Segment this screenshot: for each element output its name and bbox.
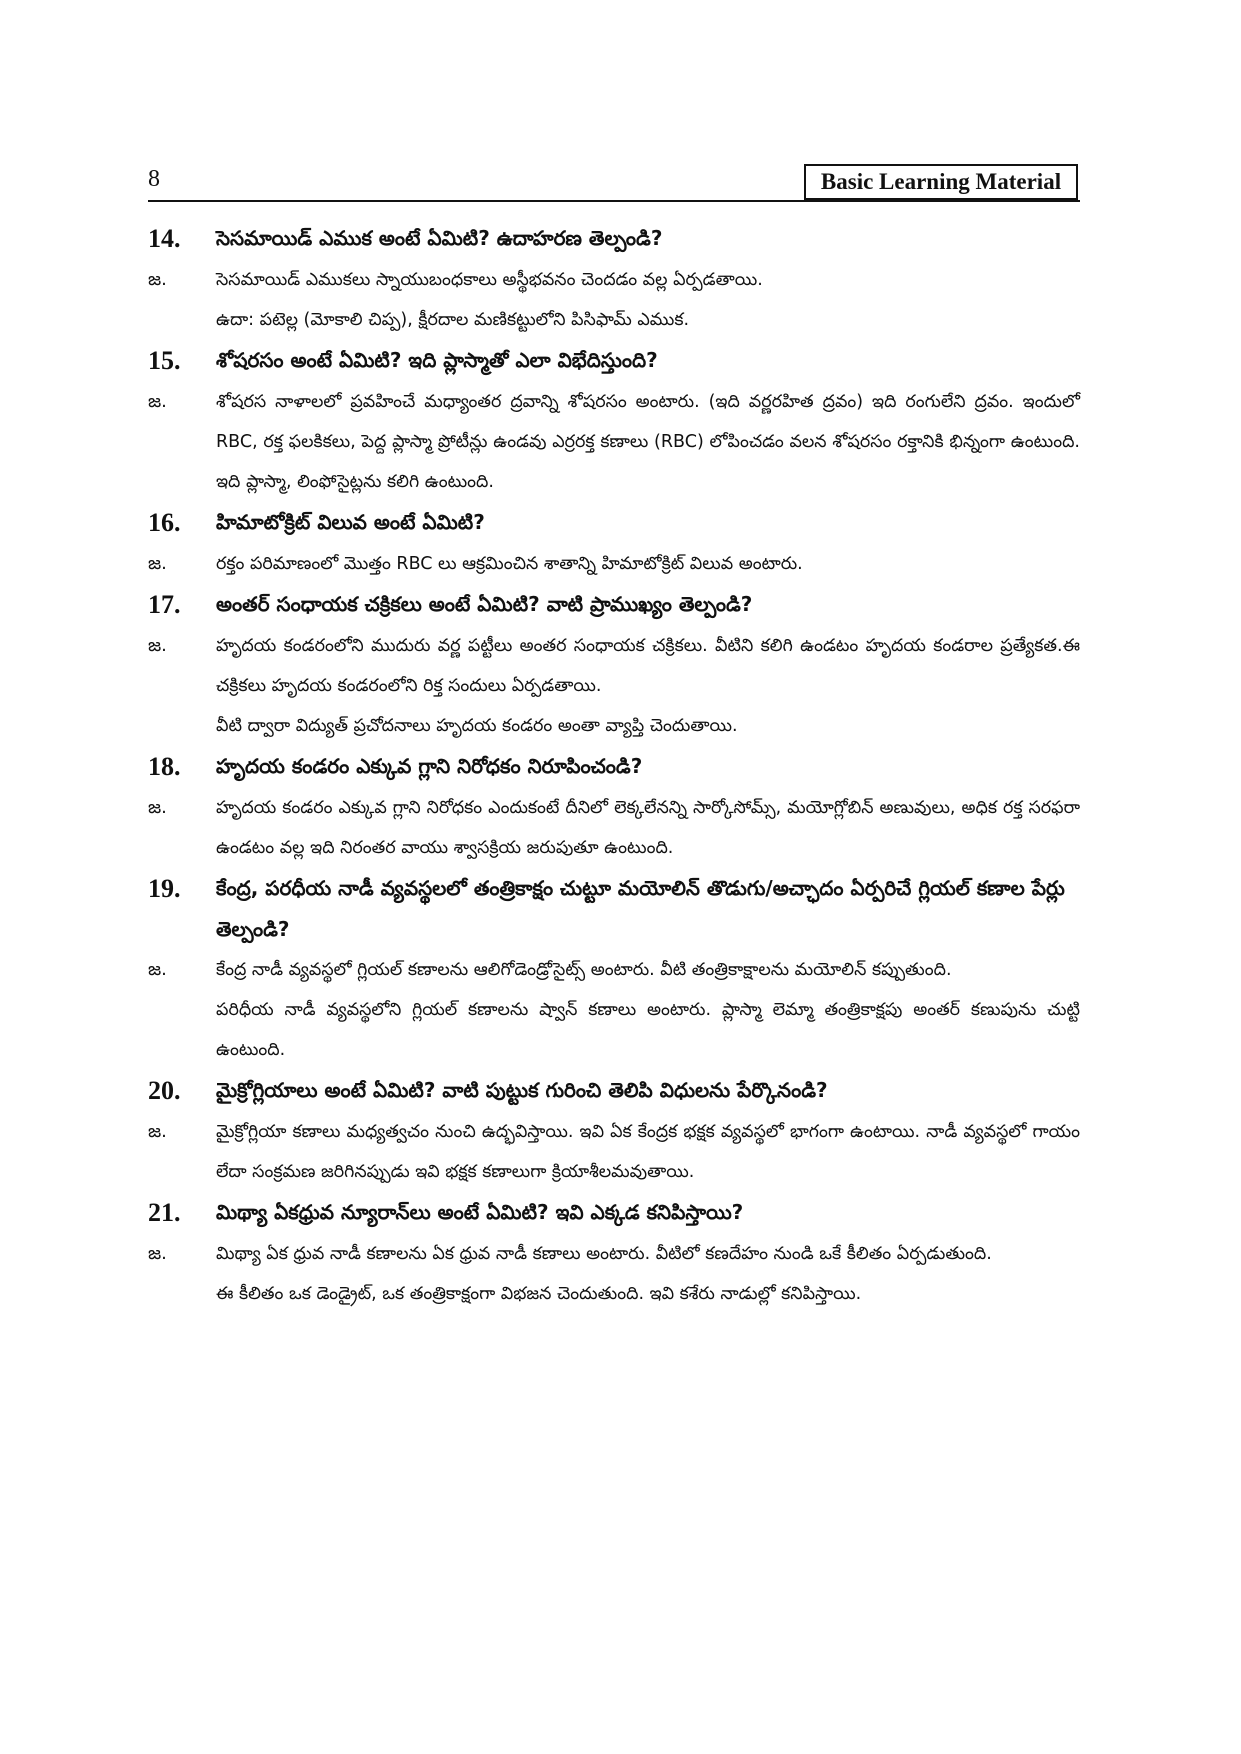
qa-item-19 bbox=[148, 868, 1080, 1070]
answer-body bbox=[216, 626, 1080, 746]
question-text: కేంద్ర, పరధీయ నాడీ వ్యవస్థలలో తంత్రికాక్షం చుట్టూ మయోలిన్ తొడుగు/అచ్ఛాదం ఏర్పరిచే గ్లియల్ కణాల పేర్లు తెల్పండి? bbox=[216, 876, 1065, 941]
answer-label: జ. bbox=[148, 391, 167, 412]
qa-item-18 bbox=[148, 746, 1080, 868]
answer-paragraph: మిథ్యా ఏక ధ్రువ నాడీ కణాలను ఏక ధ్రువ నాడీ కణాలు అంటారు. వీటిలో కణదేహం నుండి ఒకే కీలితం ఏర్పడుతుంది. bbox=[216, 1244, 992, 1264]
question-number: 17. bbox=[148, 590, 181, 619]
question-number: 19. bbox=[148, 874, 181, 903]
answer-label: జ. bbox=[148, 797, 167, 818]
answer-body bbox=[216, 260, 1080, 340]
answer-paragraph: హృదయ కండరం ఎక్కువ గ్లాని నిరోధకం ఎందుకంటే దీనిలో లెక్కలేనన్ని సార్కోసోమ్స్, మయోగ్లోబిన్ అణువులు, అధిక రక్త సరఫరా ఉండటం వల్ల ఇది నిరంతర వాయు శ్వాసక్రియ జరుపుతూ ఉంటుంది. bbox=[216, 798, 1080, 858]
book-title-box bbox=[804, 164, 1078, 200]
question-number: 20. bbox=[148, 1076, 181, 1105]
question-text: శోషరసం అంటే ఏమిటి? ఇది ప్లాస్మాతో ఎలా విభేదిస్తుంది? bbox=[216, 348, 658, 372]
answer-paragraph: పరిధీయ నాడీ వ్యవస్థలోని గ్లియల్ కణాలను ష్వాన్ కణాలు అంటారు. ప్లాస్మా లెమ్మా తంత్రికాక్షపు అంతర్ కణుపును చుట్టి ఉంటుంది. bbox=[216, 1000, 1080, 1060]
qa-list bbox=[148, 218, 1080, 1314]
question-row bbox=[148, 868, 1080, 950]
answer-body bbox=[216, 1112, 1080, 1192]
answer-paragraph: ఉదా: పటెల్ల (మోకాలి చిప్ప), క్షీరదాల మణికట్టులోని పిసిఫామ్ ఎముక. bbox=[216, 310, 690, 330]
question-text: హిమాటోక్రిట్ విలువ అంటే ఏమిటి? bbox=[216, 510, 485, 534]
question-text: సెసమాయిడ్ ఎముక అంటే ఏమిటి? ఉదాహరణ తెల్పండి? bbox=[216, 226, 663, 250]
qa-item-15 bbox=[148, 340, 1080, 502]
question-text: హృదయ కండరం ఎక్కువ గ్లాని నిరోధకం నిరూపించండి? bbox=[216, 754, 643, 778]
question-number: 16. bbox=[148, 508, 181, 537]
answer-row bbox=[148, 950, 1080, 1070]
page-number: 8 bbox=[148, 166, 160, 192]
question-row bbox=[148, 218, 1080, 260]
question-number: 15. bbox=[148, 346, 181, 375]
answer-label: జ. bbox=[148, 553, 167, 574]
question-text: అంతర్ సంధాయక చక్రికలు అంటే ఏమిటి? వాటి ప్రాముఖ్యం తెల్పండి? bbox=[216, 592, 753, 616]
answer-label: జ. bbox=[148, 269, 167, 290]
answer-row bbox=[148, 260, 1080, 340]
answer-body bbox=[216, 1234, 1080, 1314]
qa-item-21 bbox=[148, 1192, 1080, 1314]
answer-paragraph: రక్తం పరిమాణంలో మొత్తం RBC లు ఆక్రమించిన శాతాన్ని హిమాటోక్రిట్ విలువ అంటారు. bbox=[216, 554, 803, 574]
question-row bbox=[148, 502, 1080, 544]
answer-paragraph: సెసమాయిడ్ ఎముకలు స్నాయుబంధకాలు అస్థీభవనం చెందడం వల్ల ఏర్పడతాయి. bbox=[216, 270, 763, 290]
answer-body bbox=[216, 950, 1080, 1070]
answer-row bbox=[148, 382, 1080, 502]
question-row bbox=[148, 746, 1080, 788]
answer-paragraph: శోషరస నాళాలలో ప్రవహించే మధ్యాంతర ద్రవాన్ని శోషరసం అంటారు. (ఇది వర్ణరహిత ద్రవం) ఇది రంగులేని ద్రవం. ఇందులో RBC, రక్త ఫలకికలు, పెద్ద ప్లాస్మా ప్రోటీన్లు ఉండవు ఎర్రరక్త కణాలు (RBC) లోపించడం వలన శోషరసం రక్తానికి భిన్నంగా ఉంటుంది. ఇది ప్లాస్మా, లింఫోసైట్లను కలిగి ఉంటుంది. bbox=[216, 392, 1080, 492]
answer-row bbox=[148, 1234, 1080, 1314]
answer-paragraph: కేంద్ర నాడీ వ్యవస్థలో గ్లియల్ కణాలను ఆలిగోడెండ్రోసైట్స్ అంటారు. వీటి తంత్రికాక్షాలను మయోలిన్ కప్పుతుంది. bbox=[216, 960, 952, 980]
answer-label: జ. bbox=[148, 1243, 167, 1264]
answer-row bbox=[148, 626, 1080, 746]
answer-row bbox=[148, 544, 1080, 584]
question-row bbox=[148, 584, 1080, 626]
answer-paragraph: మైక్రోగ్లియా కణాలు మధ్యత్వచం నుంచి ఉద్భవిస్తాయి. ఇవి ఏక కేంద్రక భక్షక వ్యవస్థలో భాగంగా ఉంటాయి. నాడీ వ్యవస్థలో గాయం లేదా సంక్రమణ జరిగినప్పుడు ఇవి భక్షక కణాలుగా క్రియాశీలమవుతాయి. bbox=[216, 1122, 1080, 1182]
answer-body bbox=[216, 544, 1080, 584]
answer-row bbox=[148, 788, 1080, 868]
question-text: మైక్రోగ్లియాలు అంటే ఏమిటి? వాటి పుట్టుక గురించి తెలిపి విధులను పేర్కొనండి? bbox=[216, 1078, 828, 1102]
question-row bbox=[148, 1070, 1080, 1112]
book-title: Basic Learning Material bbox=[820, 169, 1062, 194]
question-row bbox=[148, 1192, 1080, 1234]
answer-label: జ. bbox=[148, 959, 167, 980]
answer-paragraph: హృదయ కండరంలోని ముదురు వర్ణ పట్టీలు అంతర సంధాయక చక్రికలు. వీటిని కలిగి ఉండటం హృదయ కండరాల ప్రత్యేకత.ఈ చక్రికలు హృదయ కండరంలోని రిక్త సందులు ఏర్పడతాయి. bbox=[216, 636, 1080, 696]
answer-paragraph: వీటి ద్వారా విద్యుత్ ప్రచోదనాలు హృదయ కండరం అంతా వ్యాప్తి చెందుతాయి. bbox=[216, 716, 738, 736]
answer-row bbox=[148, 1112, 1080, 1192]
qa-item-20 bbox=[148, 1070, 1080, 1192]
header-rule bbox=[148, 200, 1080, 202]
question-number: 14. bbox=[148, 224, 181, 253]
qa-item-16 bbox=[148, 502, 1080, 584]
answer-label: జ. bbox=[148, 1121, 167, 1142]
answer-body bbox=[216, 382, 1080, 502]
answer-paragraph: ఈ కీలితం ఒక డెండ్రైట్, ఒక తంత్రికాక్షంగా విభజన చెందుతుంది. ఇవి కశేరు నాడుల్లో కనిపిస్తాయి. bbox=[216, 1284, 862, 1304]
question-text: మిథ్యా ఏకధ్రువ న్యూరాన్‌లు అంటే ఏమిటి? ఇవి ఎక్కడ కనిపిస్తాయి? bbox=[216, 1200, 744, 1224]
answer-label: జ. bbox=[148, 635, 167, 656]
question-row bbox=[148, 340, 1080, 382]
question-number: 18. bbox=[148, 752, 181, 781]
answer-body bbox=[216, 788, 1080, 868]
qa-item-17 bbox=[148, 584, 1080, 746]
question-number: 21. bbox=[148, 1198, 181, 1227]
qa-item-14 bbox=[148, 218, 1080, 340]
